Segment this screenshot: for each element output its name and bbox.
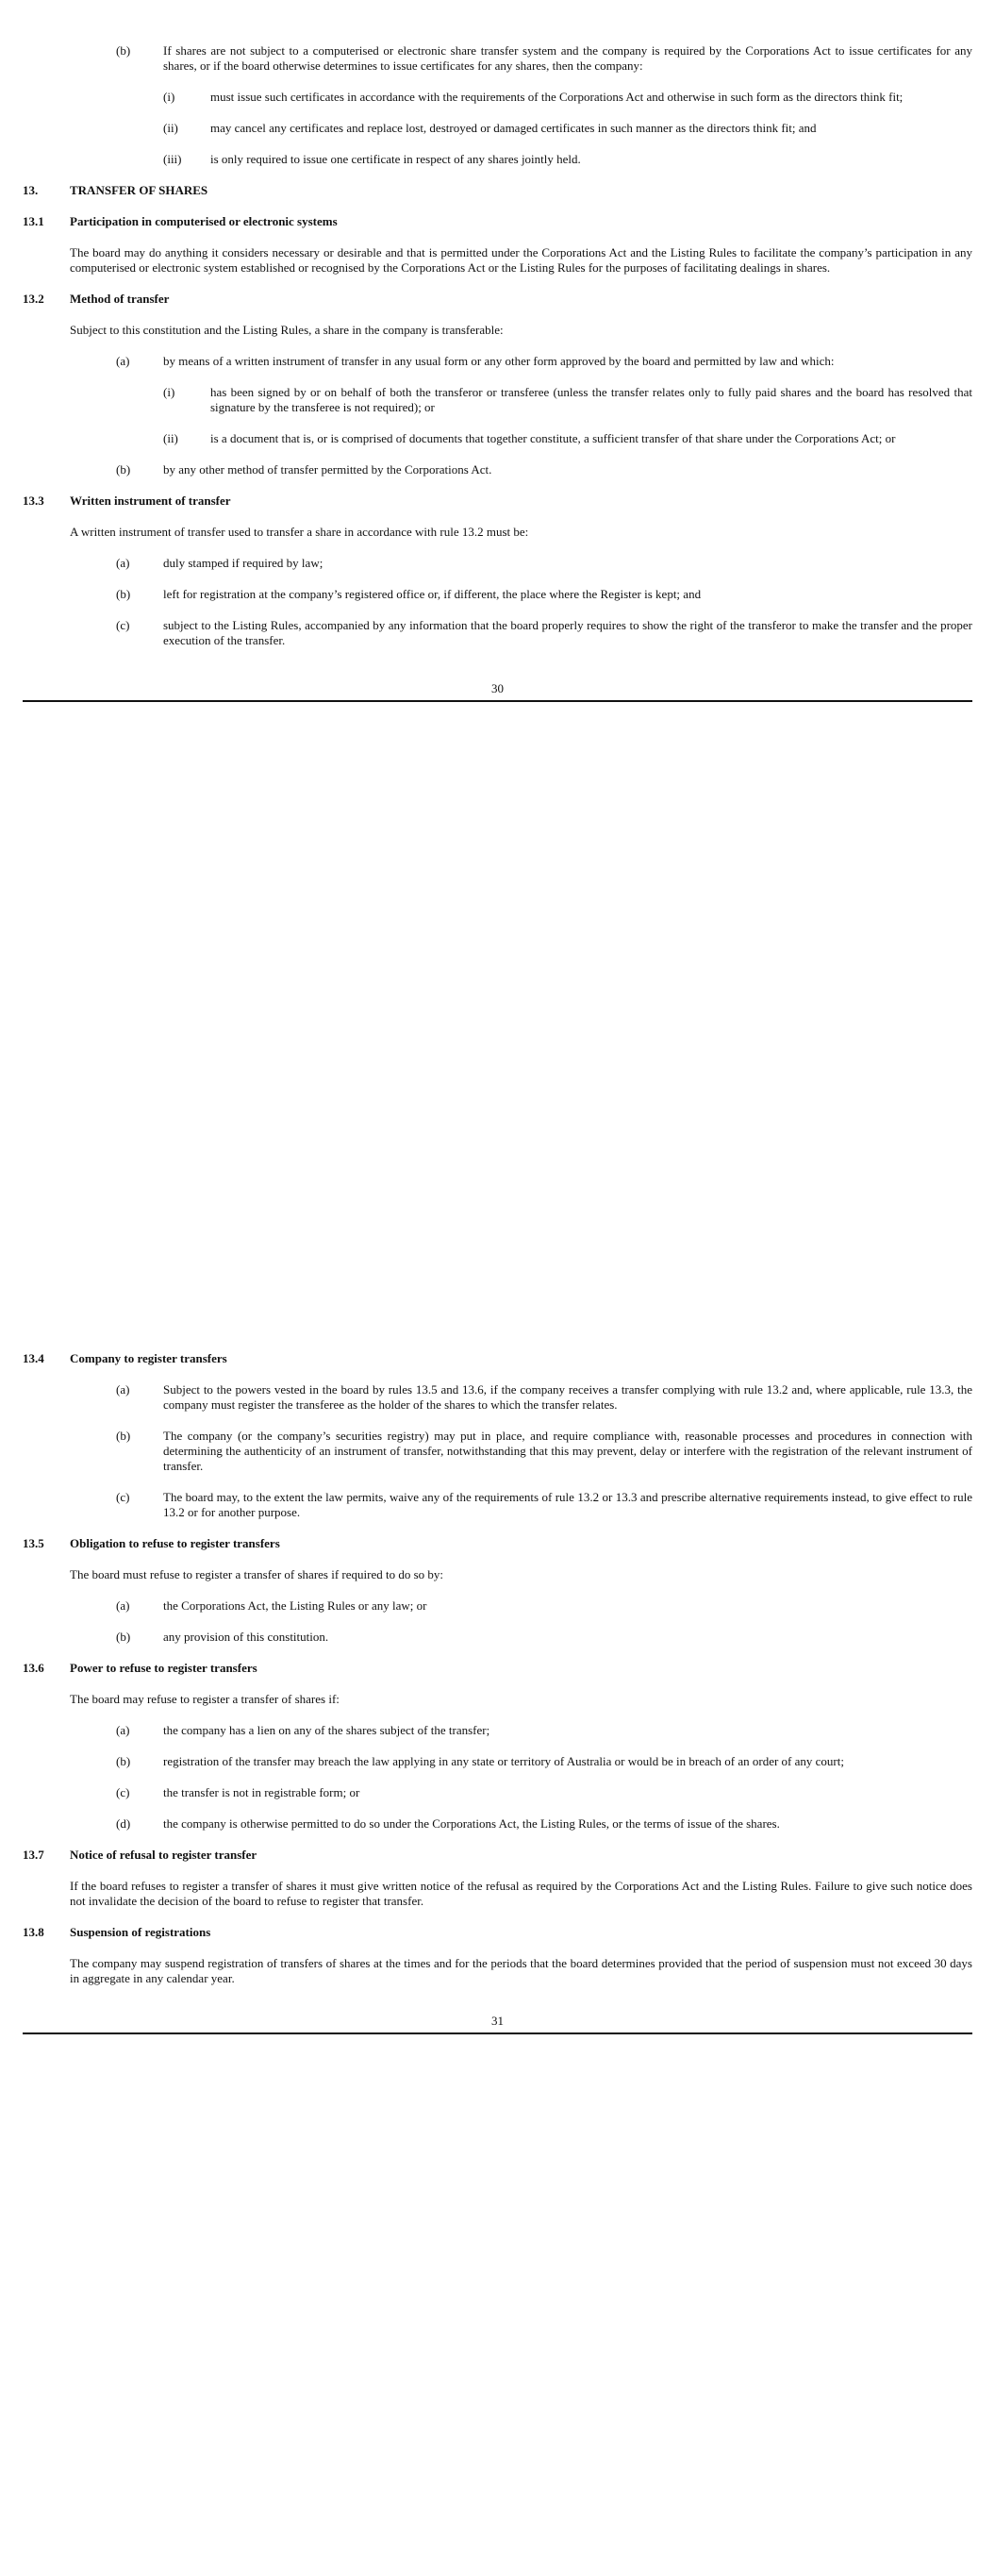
paragraph bbox=[23, 323, 972, 338]
document-page-30 bbox=[0, 0, 995, 717]
item-label: (ii) bbox=[163, 121, 178, 135]
clause-number: 13.2 bbox=[23, 292, 44, 306]
item-text: If shares are not subject to a computerised or electronic share transfer system and the company is required by the Corporations Act to issue certificates for any shares, or if the board otherwise determines to issue certificates for any shares, then the company: bbox=[163, 43, 972, 73]
list-item bbox=[23, 1816, 972, 1832]
document-page-31 bbox=[0, 1340, 995, 2057]
sub-list-item bbox=[23, 90, 972, 105]
item-text: The company may suspend registration of transfers of shares at the times and for the periods that the board determines provided that the period of suspension must not exceed 30 days in aggregate in any calendar year. bbox=[70, 1956, 972, 1985]
item-text: The company (or the company’s securities registry) may put in place, and require compliance with, reasonable processes and procedures in connection with determining the authenticity of an instrument of transfer, notwithstanding that this may prevent, delay or interfere with the registration of the relevant instrument of transfer. bbox=[163, 1429, 972, 1473]
clause-heading bbox=[23, 493, 972, 509]
clause-title: Method of transfer bbox=[70, 292, 170, 306]
clause-title: Power to refuse to register transfers bbox=[70, 1661, 257, 1675]
clause-number: 13. bbox=[23, 183, 39, 197]
clause-heading bbox=[23, 292, 972, 307]
clause-heading bbox=[23, 214, 972, 229]
paragraph bbox=[23, 1956, 972, 1986]
item-text: may cancel any certificates and replace lost, destroyed or damaged certificates in such manner as the directors think fit; and bbox=[210, 121, 817, 135]
sub-list-item bbox=[23, 385, 972, 415]
item-label: (i) bbox=[163, 90, 175, 104]
item-text: any provision of this constitution. bbox=[163, 1630, 329, 1644]
page-divider bbox=[23, 2032, 972, 2034]
list-item bbox=[23, 1382, 972, 1413]
list-item bbox=[23, 1785, 972, 1800]
paragraph bbox=[23, 1692, 972, 1707]
sub-list-item bbox=[23, 152, 972, 167]
clause-title: Written instrument of transfer bbox=[70, 493, 231, 508]
list-item bbox=[23, 1429, 972, 1474]
page-divider bbox=[23, 700, 972, 702]
item-label: (ii) bbox=[163, 431, 178, 445]
item-label: (b) bbox=[116, 462, 131, 477]
list-item bbox=[23, 618, 972, 648]
list-item bbox=[23, 1598, 972, 1614]
item-text: The board may do anything it considers necessary or desirable and that is permitted under the Corporations Act and the Listing Rules to facilitate the company’s participation in any computerised or electronic system established or recognised by the Corporations Act or the Listing Rules for the purposes of facilitating dealings in shares. bbox=[70, 245, 972, 275]
item-text: subject to the Listing Rules, accompanied by any information that the board properly requires to show the right of the transferor to make the transfer and the proper execution of the transfer. bbox=[163, 618, 972, 647]
item-text: must issue such certificates in accordance with the requirements of the Corporations Act and otherwise in such form as the directors think fit; bbox=[210, 90, 904, 104]
page-content bbox=[23, 1351, 972, 2002]
item-text: Subject to this constitution and the Listing Rules, a share in the company is transferable: bbox=[70, 323, 504, 337]
item-label: (b) bbox=[116, 1754, 131, 1768]
page-number: 31 bbox=[491, 2014, 504, 2028]
item-text: by means of a written instrument of transfer in any usual form or any other form approved by the board and permitted by law and which: bbox=[163, 354, 835, 368]
item-label: (b) bbox=[116, 43, 131, 58]
clause-number: 13.5 bbox=[23, 1536, 44, 1550]
item-text: The board may refuse to register a transfer of shares if: bbox=[70, 1692, 340, 1706]
item-label: (b) bbox=[116, 1630, 131, 1644]
sub-list-item bbox=[23, 121, 972, 136]
item-text: registration of the transfer may breach the law applying in any state or territory of Australia or would be in breach of an order of any court; bbox=[163, 1754, 844, 1768]
clause-number: 13.8 bbox=[23, 1925, 44, 1939]
section-heading bbox=[23, 183, 972, 198]
item-text: the company is otherwise permitted to do so under the Corporations Act, the Listing Rules, or the terms of issue of the shares. bbox=[163, 1816, 780, 1831]
clause-number: 13.3 bbox=[23, 493, 44, 508]
list-item bbox=[23, 556, 972, 571]
clause-number: 13.1 bbox=[23, 214, 44, 228]
clause-title: TRANSFER OF SHARES bbox=[70, 183, 208, 197]
item-text: left for registration at the company’s registered office or, if different, the place where the Register is kept; and bbox=[163, 587, 702, 601]
clause-heading bbox=[23, 1351, 972, 1366]
clause-heading bbox=[23, 1925, 972, 1940]
item-label: (a) bbox=[116, 556, 130, 570]
item-label: (c) bbox=[116, 1785, 130, 1799]
clause-number: 13.6 bbox=[23, 1661, 44, 1675]
page-number: 30 bbox=[491, 681, 504, 695]
clause-title: Company to register transfers bbox=[70, 1351, 227, 1365]
item-text: If the board refuses to register a transfer of shares it must give written notice of the refusal as required by the Corporations Act and the Listing Rules. Failure to give such notice does not invalidate the decision of the board to refuse to register that transfer. bbox=[70, 1879, 972, 1908]
item-text: is a document that is, or is comprised of documents that together constitute, a sufficient transfer of that share under the Corporations Act; or bbox=[210, 431, 896, 445]
paragraph bbox=[23, 525, 972, 540]
item-label: (c) bbox=[116, 618, 130, 632]
list-item bbox=[23, 1754, 972, 1769]
item-text: has been signed by or on behalf of both the transferor or transferee (unless the transfer relates only to fully paid shares and the board has resolved that signature by the transferee is not required); or bbox=[210, 385, 972, 414]
sub-list-item bbox=[23, 431, 972, 446]
item-text: the transfer is not in registrable form; or bbox=[163, 1785, 360, 1799]
item-label: (b) bbox=[116, 1429, 131, 1443]
item-text: the company has a lien on any of the shares subject of the transfer; bbox=[163, 1723, 490, 1737]
list-item bbox=[23, 462, 972, 477]
clause-title: Notice of refusal to register transfer bbox=[70, 1848, 257, 1862]
clause-title: Suspension of registrations bbox=[70, 1925, 211, 1939]
page-content bbox=[23, 43, 972, 664]
paragraph bbox=[23, 1567, 972, 1582]
clause-title: Obligation to refuse to register transfers bbox=[70, 1536, 280, 1550]
paragraph bbox=[23, 245, 972, 276]
list-item bbox=[23, 43, 972, 74]
clause-heading bbox=[23, 1848, 972, 1863]
clause-number: 13.7 bbox=[23, 1848, 44, 1862]
list-item bbox=[23, 1723, 972, 1738]
item-label: (a) bbox=[116, 1382, 130, 1397]
item-text: by any other method of transfer permitted by the Corporations Act. bbox=[163, 462, 492, 477]
paragraph bbox=[23, 1879, 972, 1909]
item-label: (b) bbox=[116, 587, 131, 601]
item-label: (c) bbox=[116, 1490, 130, 1504]
clause-number: 13.4 bbox=[23, 1351, 44, 1365]
item-label: (a) bbox=[116, 1598, 130, 1613]
item-label: (i) bbox=[163, 385, 175, 399]
item-text: A written instrument of transfer used to transfer a share in accordance with rule 13.2 must be: bbox=[70, 525, 529, 539]
item-text: Subject to the powers vested in the board by rules 13.5 and 13.6, if the company receives a transfer complying with rule 13.2 and, where applicable, rule 13.3, the company must register the transferee as the holder of the shares to which the transfer relates. bbox=[163, 1382, 972, 1412]
list-item bbox=[23, 587, 972, 602]
item-text: the Corporations Act, the Listing Rules or any law; or bbox=[163, 1598, 427, 1613]
item-text: duly stamped if required by law; bbox=[163, 556, 323, 570]
item-text: The board may, to the extent the law permits, waive any of the requirements of rule 13.2 or 13.3 and prescribe alternative requirements instead, to give effect to rule 13.2 or for another purpose. bbox=[163, 1490, 972, 1519]
list-item bbox=[23, 1630, 972, 1645]
item-label: (iii) bbox=[163, 152, 182, 166]
clause-heading bbox=[23, 1661, 972, 1676]
list-item bbox=[23, 354, 972, 369]
item-text: is only required to issue one certificate in respect of any shares jointly held. bbox=[210, 152, 581, 166]
item-label: (a) bbox=[116, 1723, 130, 1737]
clause-heading bbox=[23, 1536, 972, 1551]
item-label: (d) bbox=[116, 1816, 131, 1831]
list-item bbox=[23, 1490, 972, 1520]
item-text: The board must refuse to register a transfer of shares if required to do so by: bbox=[70, 1567, 444, 1581]
item-label: (a) bbox=[116, 354, 130, 368]
clause-title: Participation in computerised or electronic systems bbox=[70, 214, 338, 228]
